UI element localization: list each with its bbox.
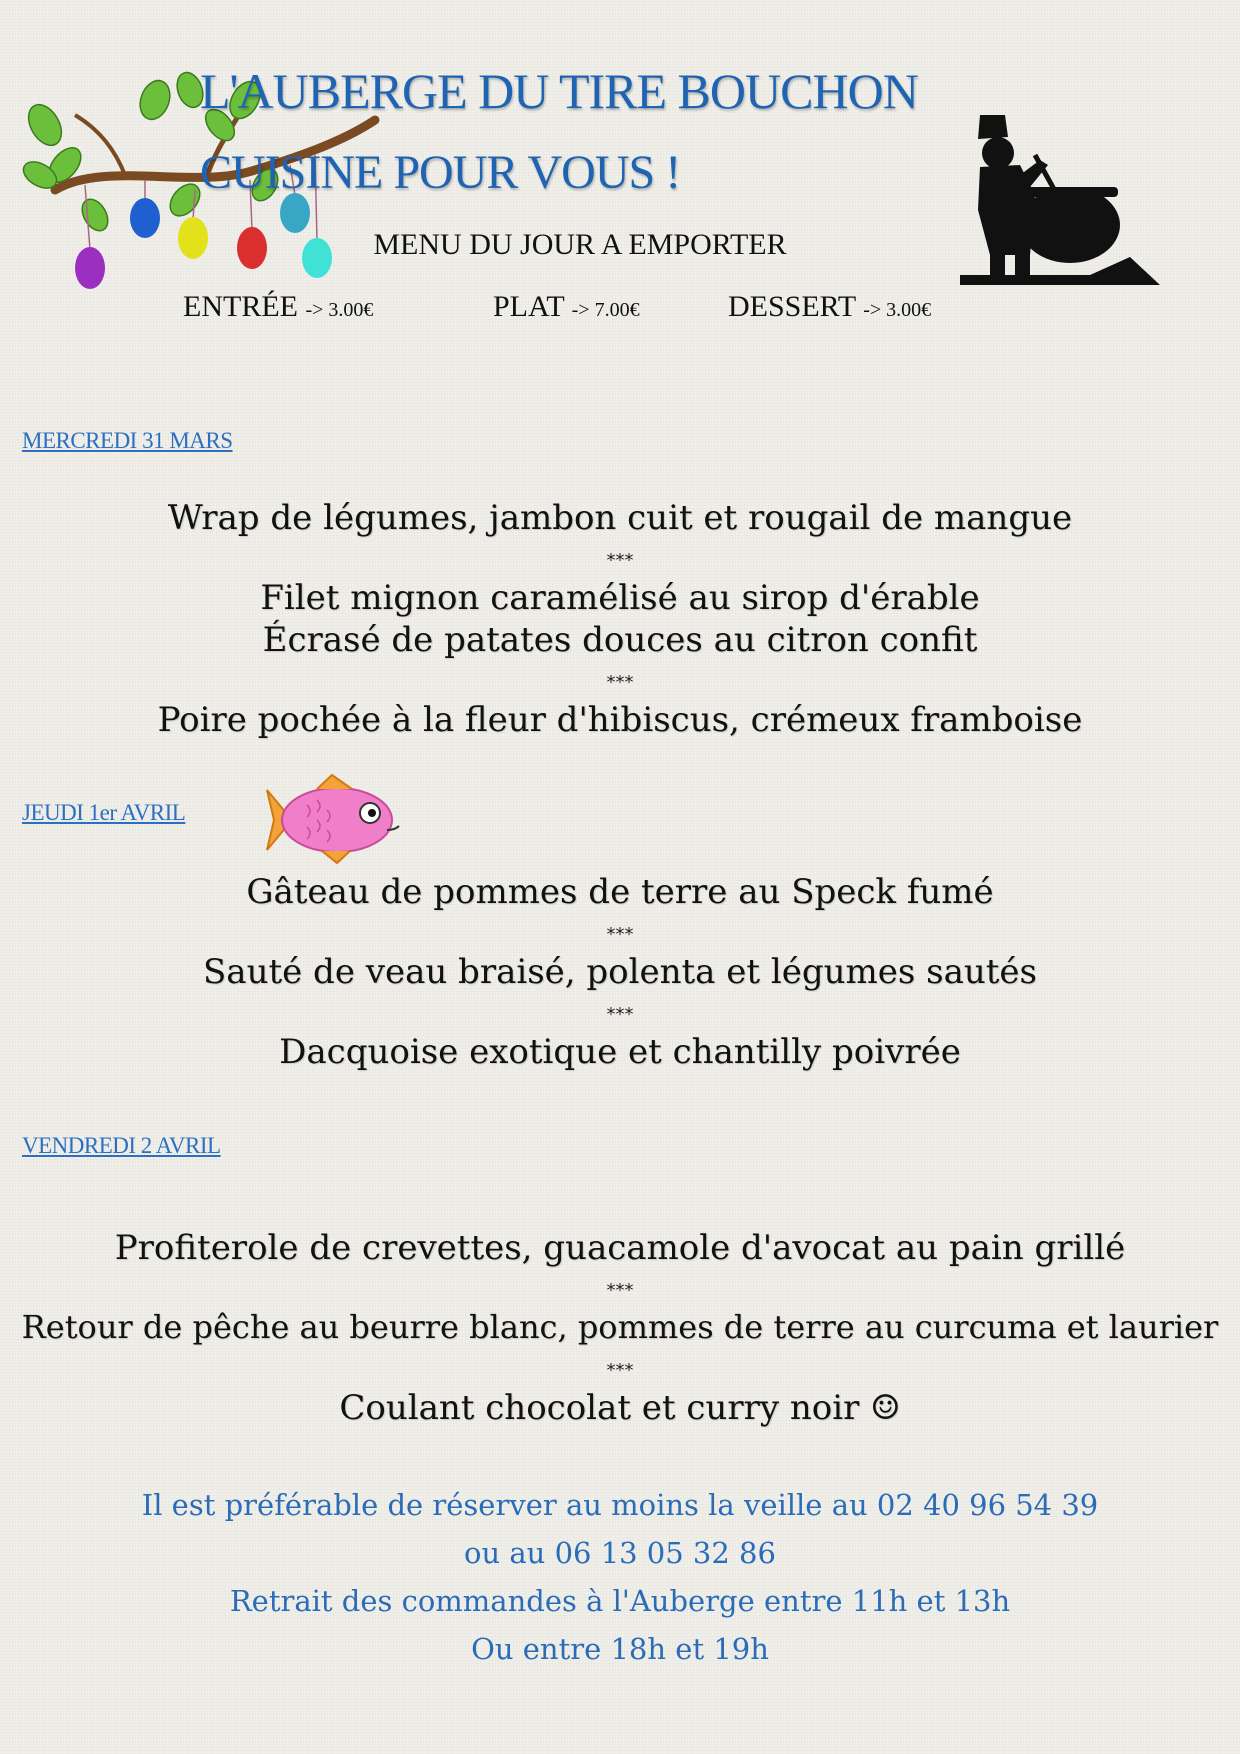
- dish-line: Sauté de veau braisé, polenta et légumes sautés: [203, 952, 1037, 992]
- dish-line: Filet mignon caramélisé au sirop d'érable: [260, 578, 980, 618]
- price-dessert: [728, 290, 931, 324]
- dish-line: Écrasé de patates douces au citron confit: [262, 620, 978, 660]
- fish-icon: [262, 775, 407, 865]
- menu-title: MENU DU JOUR A EMPORTER: [373, 228, 787, 261]
- price-amount: -> 3.00€: [863, 299, 932, 321]
- dish-line: Poire pochée à la fleur d'hibiscus, crémeux framboise: [157, 700, 1083, 740]
- price-label: PLAT: [493, 290, 565, 323]
- price-amount: -> 3.00€: [305, 299, 374, 321]
- reservation-info: Il est préférable de réserver au moins la veille au 02 40 96 54 39: [141, 1488, 1099, 1522]
- separator: ***: [606, 672, 634, 693]
- day-heading: MERCREDI 31 MARS: [22, 428, 233, 453]
- chef-cauldron-silhouette-icon: [960, 115, 1160, 290]
- restaurant-title: L'AUBERGE DU TIRE BOUCHON: [200, 63, 918, 119]
- dish-line: Profiterole de crevettes, guacamole d'avocat au pain grillé: [114, 1228, 1126, 1268]
- pickup-hours-midday: Retrait des commandes à l'Auberge entre 11h et 13h: [229, 1584, 1011, 1618]
- separator: ***: [606, 1360, 634, 1381]
- dish-line: Gâteau de pommes de terre au Speck fumé: [246, 872, 994, 912]
- separator: ***: [606, 550, 634, 571]
- price-label: ENTRÉE: [183, 290, 298, 323]
- dish-line: Coulant chocolat et curry noir ☺: [339, 1388, 901, 1428]
- dish-line: Retour de pêche au beurre blanc, pommes de terre au curcuma et laurier: [21, 1308, 1219, 1346]
- price-label: DESSERT: [728, 290, 856, 323]
- day-heading: VENDREDI 2 AVRIL: [22, 1133, 221, 1158]
- price-entree: [183, 290, 373, 324]
- separator: ***: [606, 924, 634, 945]
- dish-line: Dacquoise exotique et chantilly poivrée: [279, 1032, 961, 1072]
- price-plat: [493, 290, 640, 324]
- dish-line: Wrap de légumes, jambon cuit et rougail de mangue: [167, 498, 1073, 538]
- pickup-hours-evening: Ou entre 18h et 19h: [471, 1632, 769, 1666]
- reservation-phone-alt: ou au 06 13 05 32 86: [464, 1536, 776, 1570]
- restaurant-slogan: CUISINE POUR VOUS !: [200, 146, 681, 199]
- day-heading: JEUDI 1er AVRIL: [22, 800, 186, 825]
- separator: ***: [606, 1280, 634, 1301]
- separator: ***: [606, 1004, 634, 1025]
- price-amount: -> 7.00€: [571, 299, 640, 321]
